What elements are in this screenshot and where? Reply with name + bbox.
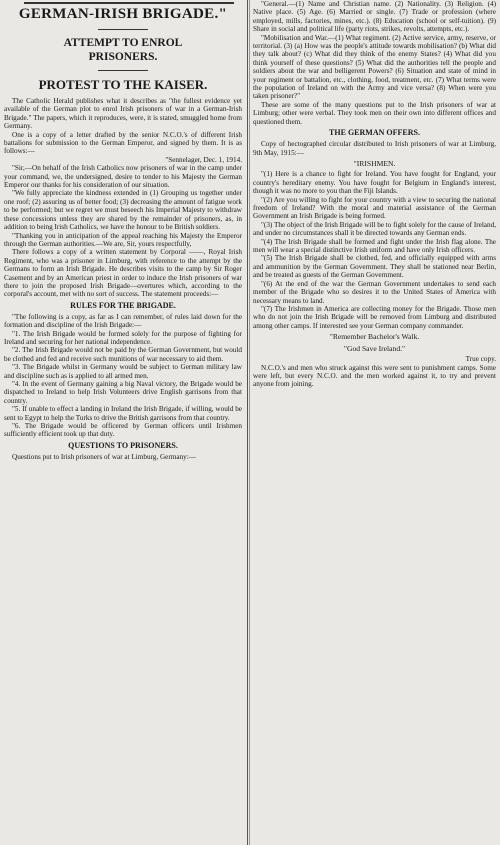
paragraph: Questions put to Irish prisoners of war at Limburg, Germany:—	[12, 452, 196, 461]
offer-item: "(7) The Irishmen in America are collecting money for the Brigade. Those men who do not join the Irish Brigade will be removed from Limburg and distributed among other camps. If interested see your German company commander.	[253, 304, 496, 330]
offer-item: "(1) Here is a chance to fight for Ireland. You have fought for England, your country's hereditary enemy. You have fought for Belgium in England's interest, though it was no more to you than the Fiji Islands.	[253, 170, 496, 196]
article-subtitle-2: PRISONERS.	[88, 51, 158, 63]
paragraph: "We fully appreciate the kindness extended in (1) Grouping us together under one roof; (2) assuring us of better food; (3) decreasing the amount of fatigue work to be performed; but we regret we must beseech his Imperial Majesty to withdraw these concessions unless they are shared by the remainder of prisoners, as, in addition to being Irish Catholics, we have the honour to be British soldiers.	[4, 189, 242, 232]
column-divider	[247, 0, 248, 845]
section-heading-offers: THE GERMAN OFFERS.	[329, 128, 420, 138]
section-heading-rules: RULES FOR THE BRIGADE.	[70, 300, 176, 310]
question-block: "General.—(1) Name and Christian name. (2) Nationality. (3) Religion. (4) Native place. (5) Age. (6) Married or single. (7) Trade or profession (where employed, mills, factories, mines, etc.). (8) Education (school or self-tuition). (9) Share in social and political life (party riots, strikes, revolts, attempts, etc.).	[253, 0, 496, 34]
article-title: GERMAN-IRISH BRIGADE."	[18, 6, 228, 22]
remember-line: "Remember Bachelor's Walk.	[329, 332, 420, 342]
column-divider-inner	[249, 0, 250, 845]
offer-item: "(2) Are you willing to fight for your country with a view to securing the national freedom of Ireland? With the moral and material assistance of the German Government an Irish Brigade is being formed.	[253, 195, 496, 221]
subtitle-divider	[98, 70, 148, 71]
paragraph: N.C.O.'s and men who struck against this were sent to punishment camps. Some were left, but every N.C.O. and the men worked against it, to try and prevent anyone from joining.	[253, 363, 496, 389]
god-save-line: "God Save Ireland."	[343, 343, 406, 353]
article-subtitle-1: ATTEMPT TO ENROL	[63, 37, 183, 49]
top-rule	[24, 2, 234, 4]
rule-item: "6. The Brigade would be officered by German officers until Irishmen sufficiently efficient took up that duty.	[4, 422, 242, 439]
paragraph: Copy of hectographed circular distributed to Irish prisoners of war at Limburg, 9th May, 1915:—	[253, 140, 496, 157]
left-column	[4, 0, 242, 845]
circular-heading: "IRISHMEN.	[353, 158, 396, 168]
rule-item: "5. If unable to effect a landing in Ireland the Irish Brigade, if willing, would be sent to Egypt to help the Turks to drive the British garrisons from that country.	[4, 405, 242, 422]
offer-item: "(6) At the end of the war the German Government undertakes to send each member of the Brigade who so desires it to the United States of America with necessary means to land.	[253, 279, 496, 305]
rule-item: "4. In the event of Germany gaining a big Naval victory, the Brigade would be dispatched to Ireland to help Irish Volunteers drive English garrisons from that country.	[4, 380, 242, 405]
true-copy-line: True copy.	[465, 355, 496, 364]
paragraph: "The following is a copy, as far as I can remember, of rules laid down for the formation and discipline of the Irish Brigade:—	[4, 312, 242, 330]
offer-item: "(5) The Irish Brigade shall be clothed, fed, and officially equipped with arms and ammunition by the German Government. They shall be stationed near Berlin, and be treated as guests of the German Government.	[253, 254, 496, 280]
paragraph: There follows a copy of a written statement by Corporal ——, Royal Irish Regiment, who was a prisoner in Limburg, with reference to the attempt by the Germans to form an Irish Brigade. He describes visits to the camp by Sir Roger Casement and by an American priest in order to induce the Irish prisoners of war there to join the proposed Irish Brigade—overtures which, according to the corporal's account, met with no sort of success. The statement proceeds:—	[4, 248, 242, 299]
rule-item: "2. The Irish Brigade would not be paid by the German Government, but would be clothed and fed and receive such munitions of war necessary to aid them.	[4, 346, 242, 363]
rule-item: "3. The Brigade whilst in Germany would be subject to German military law and discipline such as is applied to all armed men.	[4, 363, 242, 380]
section-heading-questions: QUESTIONS TO PRISONERS.	[68, 440, 178, 450]
paragraph: "Thanking you in anticipation of the appeal reaching his Majesty the Emperor through the German authorities.—We are, Sir, yours respectfully,	[4, 231, 242, 248]
dateline: "Sennelager, Dec. 1, 1914.	[165, 155, 242, 164]
paragraph: One is a copy of a letter drafted by the senior N.C.O.'s of different Irish battalions for submission to the German Emperor, and signed by them. It is as follows:—	[4, 130, 242, 156]
paragraph: These are some of the many questions put to the Irish prisoners of war at Limburg; other were verbal. They took men on their own into different offices and questioned them.	[253, 100, 496, 126]
section-heading-protest: PROTEST TO THE KAISER.	[38, 77, 208, 92]
offer-item: "(4) The Irish Brigade shall be formed and fight under the Irish flag alone. The men will wear a special distinctive Irish uniform and have only Irish officers.	[253, 237, 496, 255]
paragraph: "Sir,—On behalf of the Irish Catholics now prisoners of war in the camp under your command, we, the undersigned, desire to tender to his Majesty the German Emperor our thanks for his consideration of our situation.	[4, 164, 242, 190]
paragraph: The Catholic Herald publishes what it describes as "the fullest evidence yet available of the German plot to enrol Irish prisoners of war in a German-Irish Brigade." The papers, which it reproduces, were, it is stated, smuggled home from Germany.	[4, 97, 242, 131]
rule-item: "1. The Irish Brigade would be formed solely for the purpose of fighting for Ireland and securing for her national independence.	[4, 329, 242, 346]
title-divider	[98, 29, 148, 30]
offer-item: "(3) The object of the Irish Brigade will be to fight solely for the cause of Ireland, and under no circumstances shall it be directed towards any German ends.	[253, 220, 496, 238]
question-block: "Mobilisation and War.—(1) What regiment. (2) Active service, army, reserve, or territorial. (3) (a) How was the people's attitude towards mobilisation? (b) What did they talk about? (c) What did they think of the enemy States? (4) What did you think yourself of these questions? (5) What did the authorities tell the people and soldiers about the war and belligerent Powers? (6) Situation and state of mind in your regiment or battalion, etc., clothing, food, treatment, etc. (7) What terms were the population of Ireland on with the Army and vice versa? (8) When were you taken prisoner?"	[253, 33, 496, 101]
right-column	[253, 0, 496, 845]
